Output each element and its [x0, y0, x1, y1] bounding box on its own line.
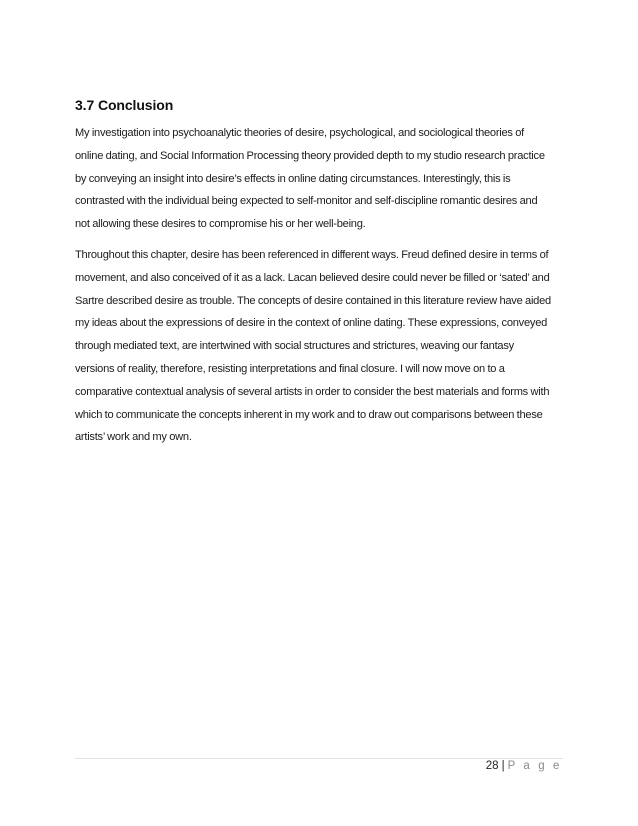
- paragraph-line: which to communicate the concepts inherent in my work and to draw out comparisons between these: [75, 408, 543, 421]
- paragraph-line: my ideas about the expressions of desire in the context of online dating. These expressions, conveyed: [75, 317, 548, 330]
- paragraph-line: comparative contextual analysis of several artists in order to consider the best materials and forms with: [75, 385, 550, 398]
- paragraph-line: through mediated text, are intertwined with social structures and strictures, weaving our fantasy: [75, 340, 514, 353]
- section-heading: 3.7 Conclusion: [75, 97, 174, 113]
- page-label: P a g e: [507, 760, 562, 772]
- paragraph-line: My investigation into psychoanalytic theories of desire, psychological, and sociological theories of: [75, 127, 524, 139]
- page-footer: [486, 760, 562, 772]
- paragraph-chapter-summary: [75, 244, 560, 449]
- paragraph-line: online dating, and Social Information Processing theory provided depth to my studio research practice: [75, 149, 545, 162]
- page-number: 28: [485, 760, 499, 772]
- footer-separator: |: [501, 760, 505, 772]
- paragraph-line: contrasted with the individual being expected to self-monitor and self-discipline romantic desires and: [75, 195, 538, 208]
- paragraph-line: versions of reality, therefore, resisting interpretations and final closure. I will now move on to a: [75, 362, 505, 375]
- paragraph-conclusion-intro: [75, 122, 560, 236]
- paragraph-line: artists’ work and my own.: [75, 431, 192, 444]
- paragraph-line: Sartre described desire as trouble. The concepts of desire contained in this literature review have aided: [75, 294, 551, 307]
- paragraph-line: not allowing these desires to compromise his or her well-being.: [75, 218, 366, 231]
- paragraph-line: Throughout this chapter, desire has been referenced in different ways. Freud defined desire in terms of: [75, 249, 549, 261]
- paragraph-line: movement, and also conceived of it as a lack. Lacan believed desire could never be filled or ‘sated’ and: [75, 271, 550, 284]
- paragraph-line: by conveying an insight into desire’s effects in online dating circumstances. Interestingly, this is: [75, 172, 511, 185]
- footer-divider: [75, 758, 563, 759]
